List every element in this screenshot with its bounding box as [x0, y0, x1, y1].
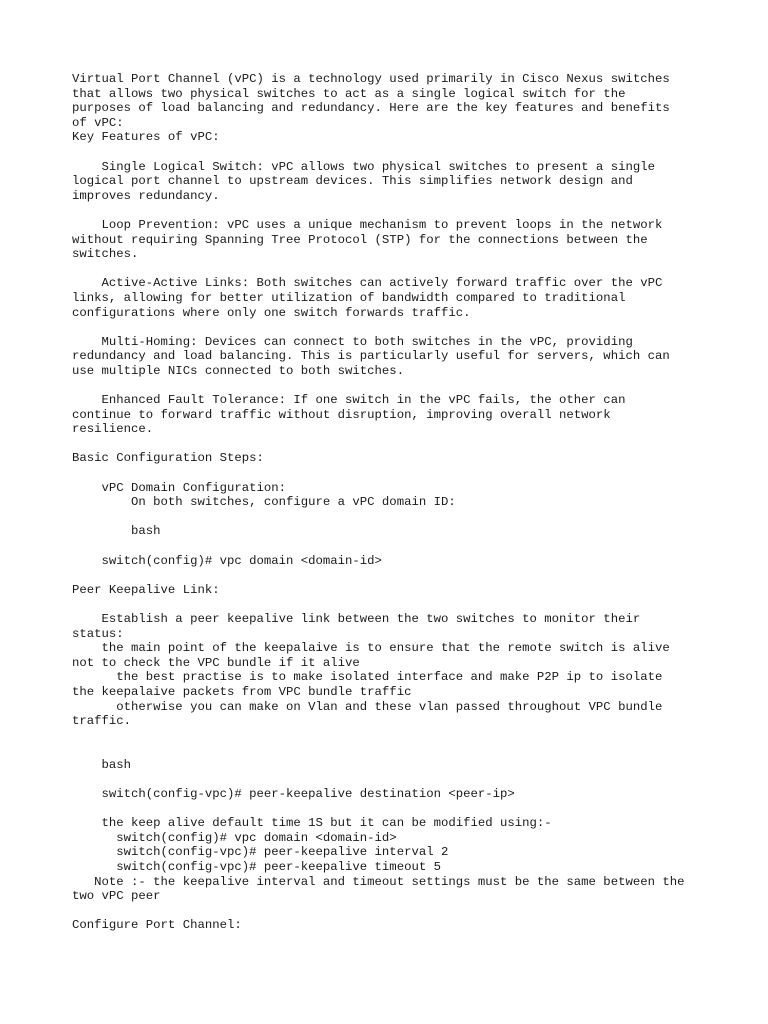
text-line: otherwise you can make on Vlan and these vlan passed throughout VPC bundle: [72, 699, 663, 714]
text-line: the best practise is to make isolated interface and make P2P ip to isolate: [72, 670, 663, 685]
text-line: the keep alive default time 1S but it can be modified using:-: [72, 816, 552, 831]
text-line: Enhanced Fault Tolerance: If one switch in the vPC fails, the other can: [72, 393, 626, 408]
blank-line: [72, 262, 712, 277]
text-line: On both switches, configure a vPC domain ID:: [72, 495, 456, 510]
blank-line: [72, 743, 712, 758]
text-line: Virtual Port Channel (vPC) is a technology used primarily in Cisco Nexus switches: [72, 72, 670, 86]
code-language-label: bash: [72, 524, 161, 539]
blank-line: [72, 539, 712, 554]
text-line: not to check the VPC bundle if it alive: [72, 655, 360, 670]
text-line: vPC Domain Configuration:: [72, 480, 287, 495]
document-page: [72, 72, 712, 933]
text-line: Loop Prevention: vPC uses a unique mechanism to prevent loops in the network: [72, 217, 663, 232]
text-line: logical port channel to upstream devices. This simplifies network design and: [72, 174, 633, 189]
text-line: switches.: [72, 247, 139, 262]
blank-line: [72, 904, 712, 919]
text-line: configurations where only one switch forwards traffic.: [72, 305, 471, 320]
blank-line: [72, 597, 712, 612]
text-line: continue to forward traffic without disruption, improving overall network: [72, 407, 611, 422]
code-line: switch(config-vpc)# peer-keepalive destination <peer-ip>: [72, 787, 515, 802]
text-line: links, allowing for better utilization of bandwidth compared to traditional: [72, 290, 626, 305]
code-line: switch(config-vpc)# peer-keepalive timeout 5: [72, 860, 441, 875]
text-line: without requiring Spanning Tree Protocol (STP) for the connections between the: [72, 232, 648, 247]
text-line: that allows two physical switches to act as a single logical switch for the: [72, 86, 626, 101]
text-line: Multi-Homing: Devices can connect to both switches in the vPC, providing: [72, 334, 633, 349]
code-line: switch(config)# vpc domain <domain-id>: [72, 553, 382, 568]
section-heading: Configure Port Channel:: [72, 918, 242, 933]
note-line: Note :- the keepalive interval and timeout settings must be the same between the: [72, 874, 685, 889]
blank-line: [72, 802, 712, 817]
blank-line: [72, 145, 712, 160]
section-heading: Peer Keepalive Link:: [72, 582, 220, 597]
blank-line: [72, 729, 712, 744]
text-line: the keepalaive packets from VPC bundle traffic: [72, 684, 412, 699]
blank-line: [72, 437, 712, 452]
text-line: redundancy and load balancing. This is particularly useful for servers, which can: [72, 349, 670, 364]
blank-line: [72, 510, 712, 525]
text-line: Single Logical Switch: vPC allows two physical switches to present a single: [72, 159, 655, 174]
text-line: resilience.: [72, 422, 154, 437]
blank-line: [72, 568, 712, 583]
code-line: switch(config)# vpc domain <domain-id>: [72, 830, 397, 845]
text-line: Active-Active Links: Both switches can actively forward traffic over the vPC: [72, 276, 663, 291]
text-line: the main point of the keepalaive is to ensure that the remote switch is alive: [72, 641, 670, 656]
text-line: use multiple NICs connected to both switches.: [72, 363, 405, 378]
blank-line: [72, 203, 712, 218]
text-line: of vPC:: [72, 115, 124, 130]
blank-line: [72, 773, 712, 788]
note-line: two vPC peer: [72, 889, 161, 904]
text-line: improves redundancy.: [72, 188, 220, 203]
blank-line: [72, 466, 712, 481]
blank-line: [72, 378, 712, 393]
code-line: switch(config-vpc)# peer-keepalive interval 2: [72, 845, 449, 860]
blank-line: [72, 320, 712, 335]
section-heading: Basic Configuration Steps:: [72, 451, 264, 466]
section-heading: Key Features of vPC:: [72, 130, 220, 145]
text-line: Establish a peer keepalive link between the two switches to monitor their: [72, 611, 641, 626]
text-line: status:: [72, 626, 124, 641]
code-language-label: bash: [72, 757, 132, 772]
text-line: traffic.: [72, 714, 132, 729]
text-line: purposes of load balancing and redundancy. Here are the key features and benefits: [72, 101, 670, 116]
